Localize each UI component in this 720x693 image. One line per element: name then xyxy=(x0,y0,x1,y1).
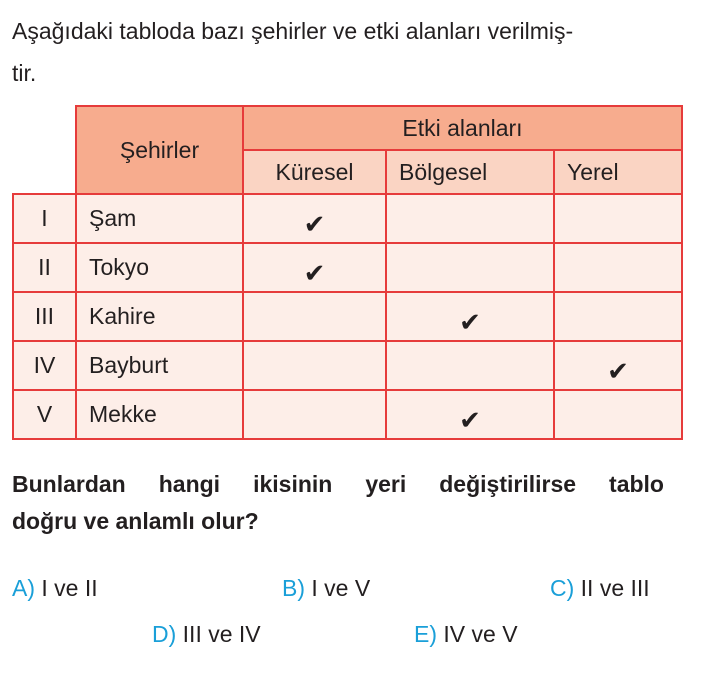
cities-table xyxy=(12,105,683,440)
option-letter: E) xyxy=(414,621,437,647)
check-icon: ✔ xyxy=(303,209,326,239)
option-a[interactable] xyxy=(12,575,98,602)
city-column-header: Şehirler xyxy=(76,106,243,194)
option-letter: C) xyxy=(550,575,575,601)
cell-kuresel xyxy=(243,390,386,439)
cell-yerel xyxy=(554,390,682,439)
check-icon: ✔ xyxy=(303,258,326,288)
cell-kuresel xyxy=(243,292,386,341)
intro-line-2: tir. xyxy=(12,60,37,86)
table-row xyxy=(13,341,682,390)
column-header-bolgesel: Bölgesel xyxy=(386,150,554,194)
row-number: V xyxy=(13,390,76,439)
city-name: Mekke xyxy=(76,390,243,439)
option-text: III ve IV xyxy=(182,621,261,647)
cell-kuresel xyxy=(243,243,386,292)
option-text: IV ve V xyxy=(443,621,518,647)
option-letter: D) xyxy=(152,621,177,647)
option-c[interactable] xyxy=(550,575,650,602)
cell-yerel xyxy=(554,194,682,243)
check-icon: ✔ xyxy=(459,405,481,435)
column-header-yerel: Yerel xyxy=(554,150,682,194)
option-letter: A) xyxy=(12,575,35,601)
city-name: Bayburt xyxy=(76,341,243,390)
cell-kuresel xyxy=(243,341,386,390)
question-line-1: Bunlardan hangi ikisinin yeri değiştirilirse tablo xyxy=(12,471,664,497)
row-number: II xyxy=(13,243,76,292)
option-b[interactable] xyxy=(282,575,370,602)
option-letter: B) xyxy=(282,575,305,601)
column-header-kuresel: Küresel xyxy=(243,150,386,194)
table-row xyxy=(13,194,682,243)
cell-yerel xyxy=(554,341,682,390)
cell-kuresel xyxy=(243,194,386,243)
check-icon: ✔ xyxy=(607,356,629,386)
option-text: I ve II xyxy=(41,575,98,601)
group-header: Etki alanları xyxy=(243,106,682,150)
question-line-2: doğru ve anlamlı olur? xyxy=(12,508,259,534)
row-number: IV xyxy=(13,341,76,390)
city-name: Şam xyxy=(76,194,243,243)
cell-bolgesel xyxy=(386,194,554,243)
option-text: I ve V xyxy=(311,575,371,601)
question-text xyxy=(12,466,664,540)
cell-yerel xyxy=(554,292,682,341)
table-corner xyxy=(13,106,76,194)
cell-yerel xyxy=(554,243,682,292)
row-number: I xyxy=(13,194,76,243)
intro-text xyxy=(12,10,672,94)
check-icon: ✔ xyxy=(459,307,481,337)
cell-bolgesel xyxy=(386,243,554,292)
cell-bolgesel xyxy=(386,390,554,439)
cell-bolgesel xyxy=(386,341,554,390)
table-row xyxy=(13,292,682,341)
table-row xyxy=(13,390,682,439)
cell-bolgesel xyxy=(386,292,554,341)
row-number: III xyxy=(13,292,76,341)
table-row xyxy=(13,243,682,292)
city-name: Tokyo xyxy=(76,243,243,292)
option-text: II ve III xyxy=(580,575,650,601)
option-e[interactable] xyxy=(414,621,518,648)
intro-line-1: Aşağıdaki tabloda bazı şehirler ve etki alanları verilmiş- xyxy=(12,18,574,44)
city-name: Kahire xyxy=(76,292,243,341)
option-d[interactable] xyxy=(152,621,261,648)
table-header-row xyxy=(13,106,682,150)
